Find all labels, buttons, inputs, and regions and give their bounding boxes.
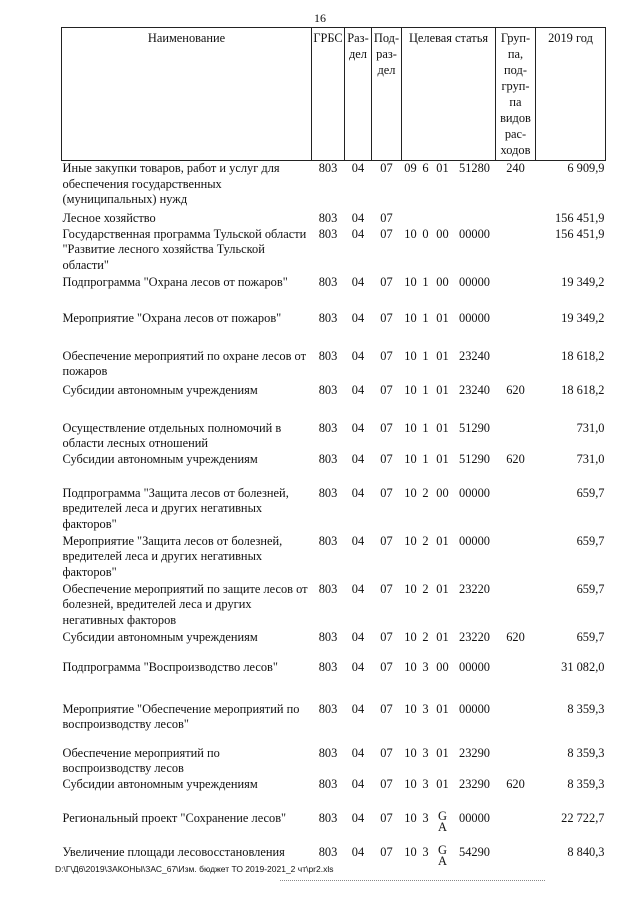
row-grbs: 803: [318, 485, 338, 500]
row-rz: 04: [351, 210, 365, 225]
row-t3-ga: G A: [438, 808, 447, 834]
header-grbs: ГРБС: [312, 28, 345, 161]
row-rz: 04: [351, 844, 365, 859]
row-amount: 8 359,3: [567, 776, 605, 791]
row-t3: 01: [436, 745, 449, 760]
page-number: 16: [314, 11, 326, 25]
row-t4: 51280: [459, 161, 490, 175]
row-vr: [496, 746, 536, 777]
budget-table: [61, 27, 606, 879]
row-vr: [496, 845, 536, 879]
row-t1: [402, 211, 420, 227]
row-t4: 23290: [459, 776, 490, 791]
row-pr: 07: [380, 745, 393, 760]
row-t1: 10: [404, 701, 417, 716]
row-rz: 04: [351, 310, 365, 325]
row-t3: 01: [436, 629, 449, 644]
row-name: Обеспечение мероприятий по воспроизводству лесов: [62, 745, 220, 775]
row-vr: [496, 534, 536, 582]
row-t1: 10: [404, 581, 417, 596]
table-row: [62, 275, 606, 311]
row-t4: 00000: [459, 701, 490, 716]
row-rz: 04: [351, 161, 365, 175]
row-grbs: 803: [318, 161, 338, 175]
row-grbs: 803: [318, 274, 338, 289]
header-podrazdel: Под-раз-дел: [372, 28, 402, 161]
row-rz: 04: [351, 581, 365, 596]
row-vr: [496, 421, 536, 452]
row-name: Субсидии автономным учреждениям: [62, 776, 258, 791]
row-t3: 00: [436, 485, 449, 500]
row-t4: 00000: [459, 226, 490, 241]
row-amount: 659,7: [576, 485, 605, 500]
row-grbs: 803: [318, 745, 338, 760]
row-pr: 07: [380, 210, 393, 225]
row-t3: 01: [436, 451, 449, 466]
row-pr: 07: [380, 776, 393, 791]
row-grbs: 803: [318, 659, 338, 674]
row-rz: 04: [351, 485, 365, 500]
row-amount: 659,7: [576, 629, 605, 644]
row-t2: 3: [422, 745, 429, 760]
row-rz: 04: [351, 701, 365, 716]
table-row: [62, 660, 606, 702]
row-t4: 00000: [459, 659, 490, 674]
row-pr: 07: [380, 533, 393, 548]
row-t4: 00000: [459, 310, 490, 325]
row-vr: 620: [506, 382, 525, 397]
row-pr: 07: [380, 274, 393, 289]
row-name: Мероприятие "Защита лесов от болезней, вредителей леса и других негативных факторов": [62, 533, 283, 579]
table-row: [62, 534, 606, 582]
row-vr: 620: [506, 776, 525, 791]
row-t1: 10: [404, 533, 417, 548]
row-name: Осуществление отдельных полномочий в области лесных отношений: [62, 420, 282, 450]
table-header-row: [62, 28, 606, 161]
table-row: [62, 383, 606, 421]
row-grbs: 803: [318, 226, 338, 241]
row-t1: 10: [404, 745, 417, 760]
row-t1: 09: [404, 161, 417, 175]
row-vr: [496, 227, 536, 275]
row-rz: 04: [351, 226, 365, 241]
row-t2: 2: [422, 533, 429, 548]
row-amount: 8 840,3: [567, 844, 605, 859]
row-t1: 10: [404, 629, 417, 644]
table-row: [62, 486, 606, 534]
row-t1: 10: [404, 776, 417, 791]
row-t4: [454, 211, 496, 227]
row-t4: 23240: [459, 348, 490, 363]
table-row: [62, 227, 606, 275]
row-t3: 01: [436, 310, 449, 325]
header-year: 2019 год: [536, 28, 606, 161]
row-vr: [496, 349, 536, 383]
row-t4: 23240: [459, 382, 490, 397]
table-row: [62, 349, 606, 383]
row-t4: 23220: [459, 629, 490, 644]
row-t4: 00000: [459, 485, 490, 500]
row-t1: 10: [404, 226, 417, 241]
file-path-footer: D:\Г\Д6\2019\ЗАКОНЫ\ЗАС_67\Изм. бюджет ТО 2019-2021_2 чт\pr2.xls: [55, 864, 334, 874]
row-vr: [496, 660, 536, 702]
row-rz: 04: [351, 382, 365, 397]
header-name: Наименование: [62, 28, 312, 161]
row-amount: 156 451,9: [554, 226, 605, 241]
row-amount: 18 618,2: [561, 348, 605, 363]
row-rz: 04: [351, 629, 365, 644]
row-t3: 00: [436, 226, 449, 241]
row-t2: 3: [422, 776, 429, 791]
row-t1: 10: [404, 274, 417, 289]
row-rz: 04: [351, 451, 365, 466]
table-row: [62, 777, 606, 811]
row-rz: 04: [351, 776, 365, 791]
row-amount: 659,7: [576, 581, 605, 596]
row-t3: [432, 211, 454, 227]
row-t1: 10: [404, 485, 417, 500]
row-t3: 00: [436, 274, 449, 289]
row-pr: 07: [380, 420, 393, 435]
row-t1: 10: [404, 844, 417, 859]
row-vr: 620: [506, 451, 525, 466]
row-pr: 07: [380, 581, 393, 596]
header-razdel: Раз-дел: [345, 28, 372, 161]
row-vr: [496, 811, 536, 845]
row-pr: 07: [380, 844, 393, 859]
table-row: [62, 746, 606, 777]
row-pr: 07: [380, 226, 393, 241]
row-t1: 10: [404, 382, 417, 397]
table-row: [62, 811, 606, 845]
row-amount: 19 349,2: [561, 310, 605, 325]
row-grbs: 803: [318, 776, 338, 791]
row-rz: 04: [351, 420, 365, 435]
row-t2: 3: [422, 701, 429, 716]
table-row: [62, 311, 606, 349]
row-grbs: 803: [318, 629, 338, 644]
row-grbs: 803: [318, 451, 338, 466]
row-t2: 3: [422, 659, 429, 674]
row-vr: [496, 275, 536, 311]
row-amount: 22 722,7: [561, 810, 605, 825]
row-grbs: 803: [318, 810, 338, 825]
row-amount: 731,0: [576, 420, 605, 435]
row-name: Региональный проект "Сохранение лесов": [62, 810, 287, 825]
row-t2: 2: [422, 581, 429, 596]
header-group: Груп-па, под-груп-па видов рас-ходов: [496, 28, 536, 161]
row-t2: 3: [422, 810, 429, 825]
row-pr: 07: [380, 382, 393, 397]
row-t3: 01: [436, 581, 449, 596]
row-t3: 00: [436, 659, 449, 674]
row-t1: 10: [404, 810, 417, 825]
row-rz: 04: [351, 659, 365, 674]
row-grbs: 803: [318, 382, 338, 397]
row-pr: 07: [380, 348, 393, 363]
row-pr: 07: [380, 451, 393, 466]
row-grbs: 803: [318, 420, 338, 435]
row-amount: 731,0: [576, 451, 605, 466]
row-t1: 10: [404, 420, 417, 435]
row-t2: 3: [422, 844, 429, 859]
row-name: Мероприятие "Охрана лесов от пожаров": [62, 310, 282, 325]
footer-divider: [280, 880, 545, 881]
row-t3: [432, 842, 454, 879]
row-name: Увеличение площади лесовосстановления: [62, 844, 285, 859]
header-target: Целевая статья: [402, 28, 496, 161]
row-name: Подпрограмма "Защита лесов от болезней, вредителей леса и других негативных факторов": [62, 485, 289, 531]
row-t2: 1: [422, 274, 429, 289]
row-name: Лесное хозяйство: [62, 210, 156, 225]
row-grbs: 803: [318, 581, 338, 596]
row-t2: 6: [422, 161, 429, 175]
row-name: Субсидии автономным учреждениям: [62, 629, 258, 644]
row-t4: 23220: [459, 581, 490, 596]
row-t3-ga: G A: [438, 842, 447, 868]
row-pr: 07: [380, 701, 393, 716]
table-row: [62, 630, 606, 660]
row-vr: [496, 211, 536, 227]
row-grbs: 803: [318, 348, 338, 363]
row-amount: 659,7: [576, 533, 605, 548]
row-amount: 6 909,9: [567, 161, 605, 175]
row-grbs: 803: [318, 844, 338, 859]
row-t3: 01: [436, 701, 449, 716]
row-t3: 01: [436, 776, 449, 791]
table-row: [62, 702, 606, 746]
row-t4: 51290: [459, 420, 490, 435]
row-t4: 51290: [459, 451, 490, 466]
row-pr: 07: [380, 485, 393, 500]
row-vr: [496, 486, 536, 534]
row-vr: 240: [506, 161, 525, 175]
row-name: Иные закупки товаров, работ и услуг для обеспечения государственных (муниципальных) нужд: [62, 161, 280, 206]
row-name: Мероприятие "Обеспечение мероприятий по воспроизводству лесов": [62, 701, 300, 731]
row-t2: [420, 211, 432, 227]
row-rz: 04: [351, 533, 365, 548]
row-amount: 19 349,2: [561, 274, 605, 289]
table-body: [62, 161, 606, 879]
row-amount: 8 359,3: [567, 745, 605, 760]
row-vr: 620: [506, 629, 525, 644]
row-t2: 1: [422, 420, 429, 435]
row-vr: [496, 702, 536, 746]
row-t4: 00000: [459, 533, 490, 548]
row-t3: 01: [436, 348, 449, 363]
row-name: Субсидии автономным учреждениям: [62, 382, 258, 397]
row-pr: 07: [380, 629, 393, 644]
row-pr: 07: [380, 659, 393, 674]
row-t1: 10: [404, 310, 417, 325]
row-amount: 8 359,3: [567, 701, 605, 716]
row-amount: 156 451,9: [554, 210, 605, 225]
row-vr: [496, 582, 536, 630]
row-rz: 04: [351, 810, 365, 825]
row-grbs: 803: [318, 310, 338, 325]
row-t3: 01: [436, 161, 449, 175]
row-vr: [496, 311, 536, 349]
row-name: Субсидии автономным учреждениям: [62, 451, 258, 466]
row-t1: 10: [404, 348, 417, 363]
row-t3: 01: [436, 533, 449, 548]
row-grbs: 803: [318, 701, 338, 716]
table-row: [62, 211, 606, 227]
row-grbs: 803: [318, 210, 338, 225]
row-name: Государственная программа Тульской области "Развитие лесного хозяйства Тульской области": [62, 226, 307, 272]
row-t2: 1: [422, 348, 429, 363]
row-t2: 1: [422, 310, 429, 325]
row-pr: 07: [380, 310, 393, 325]
table-row: [62, 582, 606, 630]
row-t3: 01: [436, 420, 449, 435]
row-name: Подпрограмма "Охрана лесов от пожаров": [62, 274, 288, 289]
row-t4: 54290: [459, 844, 490, 859]
row-name: Обеспечение мероприятий по охране лесов от пожаров: [62, 348, 306, 378]
table-row: [62, 421, 606, 452]
row-rz: 04: [351, 274, 365, 289]
row-rz: 04: [351, 745, 365, 760]
row-t4: 23290: [459, 745, 490, 760]
row-t4: 00000: [459, 274, 490, 289]
row-t4: 00000: [459, 810, 490, 825]
row-t3: 01: [436, 382, 449, 397]
row-pr: 07: [380, 810, 393, 825]
row-t2: 2: [422, 629, 429, 644]
table-row: [62, 161, 606, 211]
row-name: Обеспечение мероприятий по защите лесов от болезней, вредителей леса и других негативных факторов: [62, 581, 308, 627]
row-t2: 1: [422, 382, 429, 397]
row-amount: 31 082,0: [561, 659, 605, 674]
row-amount: 18 618,2: [561, 382, 605, 397]
row-t2: 2: [422, 485, 429, 500]
table-row: [62, 452, 606, 486]
row-t1: 10: [404, 451, 417, 466]
row-grbs: 803: [318, 533, 338, 548]
row-t1: 10: [404, 659, 417, 674]
row-t2: 1: [422, 451, 429, 466]
row-name: Подпрограмма "Воспроизводство лесов": [62, 659, 278, 674]
row-t2: 0: [422, 226, 429, 241]
row-t3: [432, 808, 454, 845]
row-pr: 07: [380, 161, 393, 175]
row-rz: 04: [351, 348, 365, 363]
